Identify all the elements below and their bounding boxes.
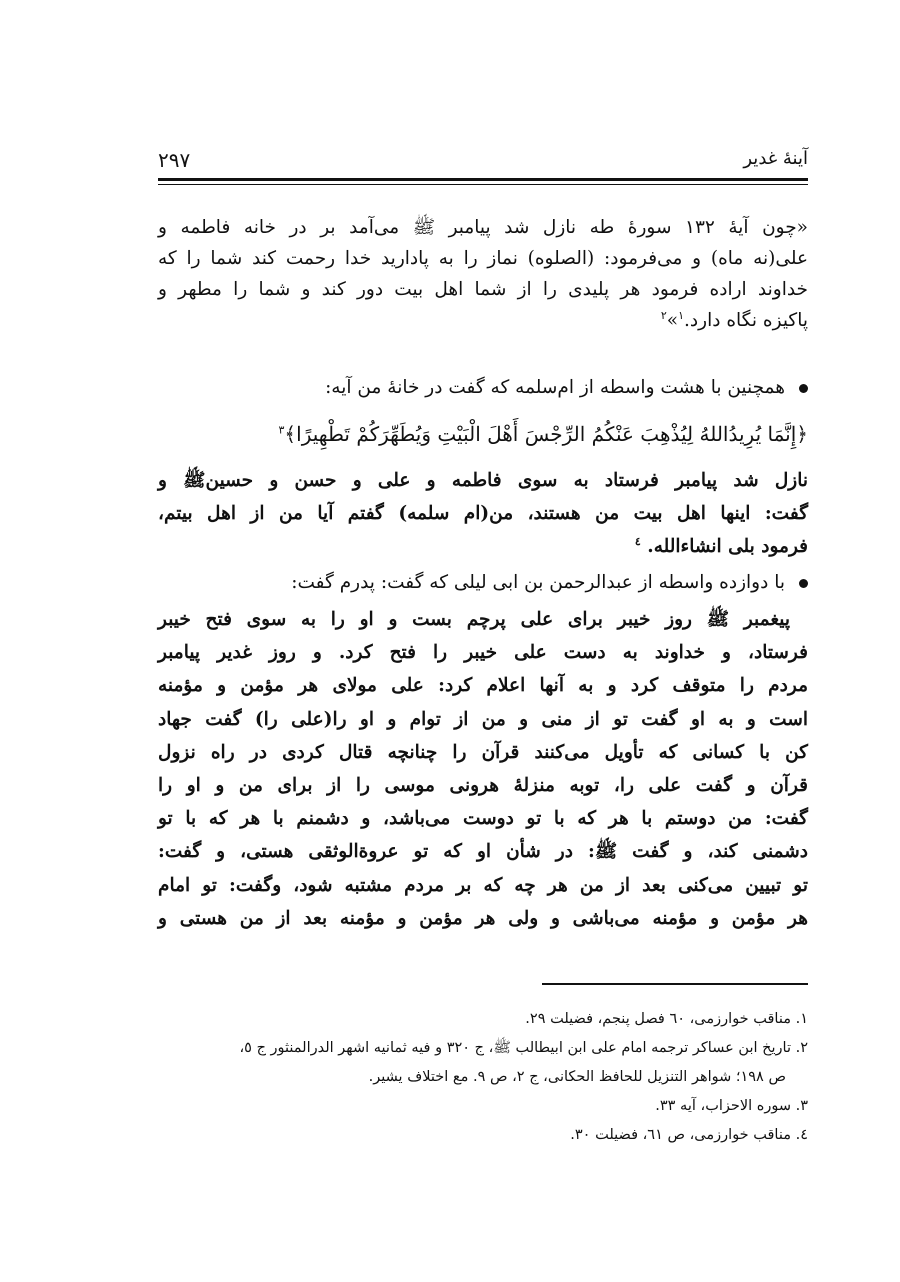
- footnote-4: ٤. مناقب خوارزمی، ص ٦١، فضیلت ۳۰.: [570, 1127, 808, 1143]
- narration-line: کن با کسانی که تأویل می‌کنند قرآن را چنانچه قتال کردی در راه نزول: [158, 741, 808, 763]
- header-rule-thick: [158, 178, 808, 181]
- narration-block-2: [158, 603, 808, 935]
- footnote-2-continuation: ص ۱۹۸؛ شواهر التنزیل للحافظ الحکانی، ج ۲، ص ۹. مع اختلاف یشیر.: [368, 1069, 786, 1085]
- narration-line: قرآن و گفت علی را، توبه منزلهٔ هرونی موسی را از برای من و او را: [158, 775, 808, 797]
- footnote-3: ۳. سوره الاحزاب، آیه ۳۳.: [655, 1098, 808, 1114]
- narration-line: فرستاد، و خداوند به دست علی خیبر را فتح کرد. و روز غدیر پیامبر: [158, 642, 808, 664]
- narration-line: گفت: اینها اهل بیت من هستند، من(ام سلمه) گفتم آیا من از اهل بیتم،: [158, 503, 808, 524]
- verse-text: ﴿إِنَّمَا يُرِيدُاللهُ لِيُذْهِبَ عَنْكُمُ الرِّجْسَ أَهْلَ الْبَيْتِ وَيُطَهِّرَكُمْ تَطْهِيرًا﴾: [284, 422, 808, 446]
- bullet-item-1: [188, 373, 808, 403]
- bullet-icon: [799, 384, 808, 393]
- bullet-item-2: [188, 568, 808, 598]
- intro-line: «چون آیهٔ ۱۳۲ سورهٔ طه نازل شد پیامبر ﷺ می‌آمد بر در خانه فاطمه و: [158, 217, 808, 238]
- page-number: ۲۹۷: [158, 148, 191, 172]
- bullet-text: با دوازده واسطه از عبدالرحمن بن ابی لیلی که گفت: پدرم گفت:: [291, 572, 785, 593]
- intro-line: علی(نه ماه) و می‌فرمود: (الصلوه) نماز را به پادارید خدا رحمت کند شما را که: [158, 248, 808, 269]
- close-quote: »: [666, 310, 679, 331]
- footnote-ref-1: ۱: [678, 308, 685, 322]
- narration-line: دشمنی کند، و گفت ﷺ: در شأن او که تو عروةالوثقی هستی، و گفت:: [158, 841, 808, 863]
- narration-line: تو تبیین می‌کنی بعد از من هر چه که بر مردم مشتبه شود، وگفت: تو امام: [158, 874, 808, 896]
- narration-line: پیغمبر ﷺ روز خیبر برای علی پرچم بست و او را به سوی فتح خیبر: [158, 609, 790, 630]
- narration-line: نازل شد پیامبر فرستاد به سوی فاطمه و علی و حسن و حسین‌ﷺ و: [158, 470, 808, 491]
- footnote-2: ۲. تاریخ ابن عساکر ترجمه امام علی ابن ابیطالب ﷺ، ج ۳۲۰ و فیه ثمانیه اشهر الدرالمنثور ج ٥،: [239, 1040, 808, 1056]
- footnotes: [158, 1005, 808, 1150]
- intro-line: خداوند اراده فرمود هر پلیدی را از شما اهل بیت دور کند و شما را مطهر و: [158, 279, 808, 300]
- narration-line: مردم را متوقف کرد و به آنها اعلام کرد: علی مولای هر مؤمن و مؤمنه: [158, 675, 808, 697]
- narration-line: است و به او گفت تو از منی و من از توام و او را(علی را) گفت جهاد: [158, 708, 808, 730]
- narration-block-1: [158, 464, 808, 563]
- intro-paragraph: [158, 212, 808, 336]
- footnote-ref-3: ۳: [278, 423, 285, 437]
- footnote-1: ۱. مناقب خوارزمی، ٦٠ فصل پنجم، فضیلت ٢٩.: [525, 1011, 808, 1027]
- intro-line: پاکیزه نگاه دارد.: [684, 310, 808, 331]
- bullet-text: همچنین با هشت واسطه از ام‌سلمه که گفت در خانهٔ من آیه:: [325, 377, 785, 398]
- bullet-icon: [799, 579, 808, 588]
- book-title: آینهٔ غدیر: [743, 148, 808, 169]
- narration-line-last: [158, 530, 808, 563]
- narration-line: گفت: من دوستم با هر که با تو دوست می‌باشد، و دشمنم با هر که با تو: [158, 808, 808, 830]
- footnote-ref-2: ۲: [660, 308, 667, 322]
- footnote-ref-4: ٤: [634, 534, 641, 548]
- header-rule-thin: [158, 184, 808, 185]
- intro-line-last: [158, 305, 808, 336]
- narration-line: هر مؤمن و مؤمنه می‌باشی و ولی هر مؤمن و مؤمنه بعد از من هستی و: [158, 907, 808, 929]
- narration-line: فرمود بلی انشاءالله.: [647, 536, 808, 557]
- running-header: [158, 148, 808, 180]
- footnote-rule: [542, 983, 808, 985]
- quran-verse: [168, 418, 808, 450]
